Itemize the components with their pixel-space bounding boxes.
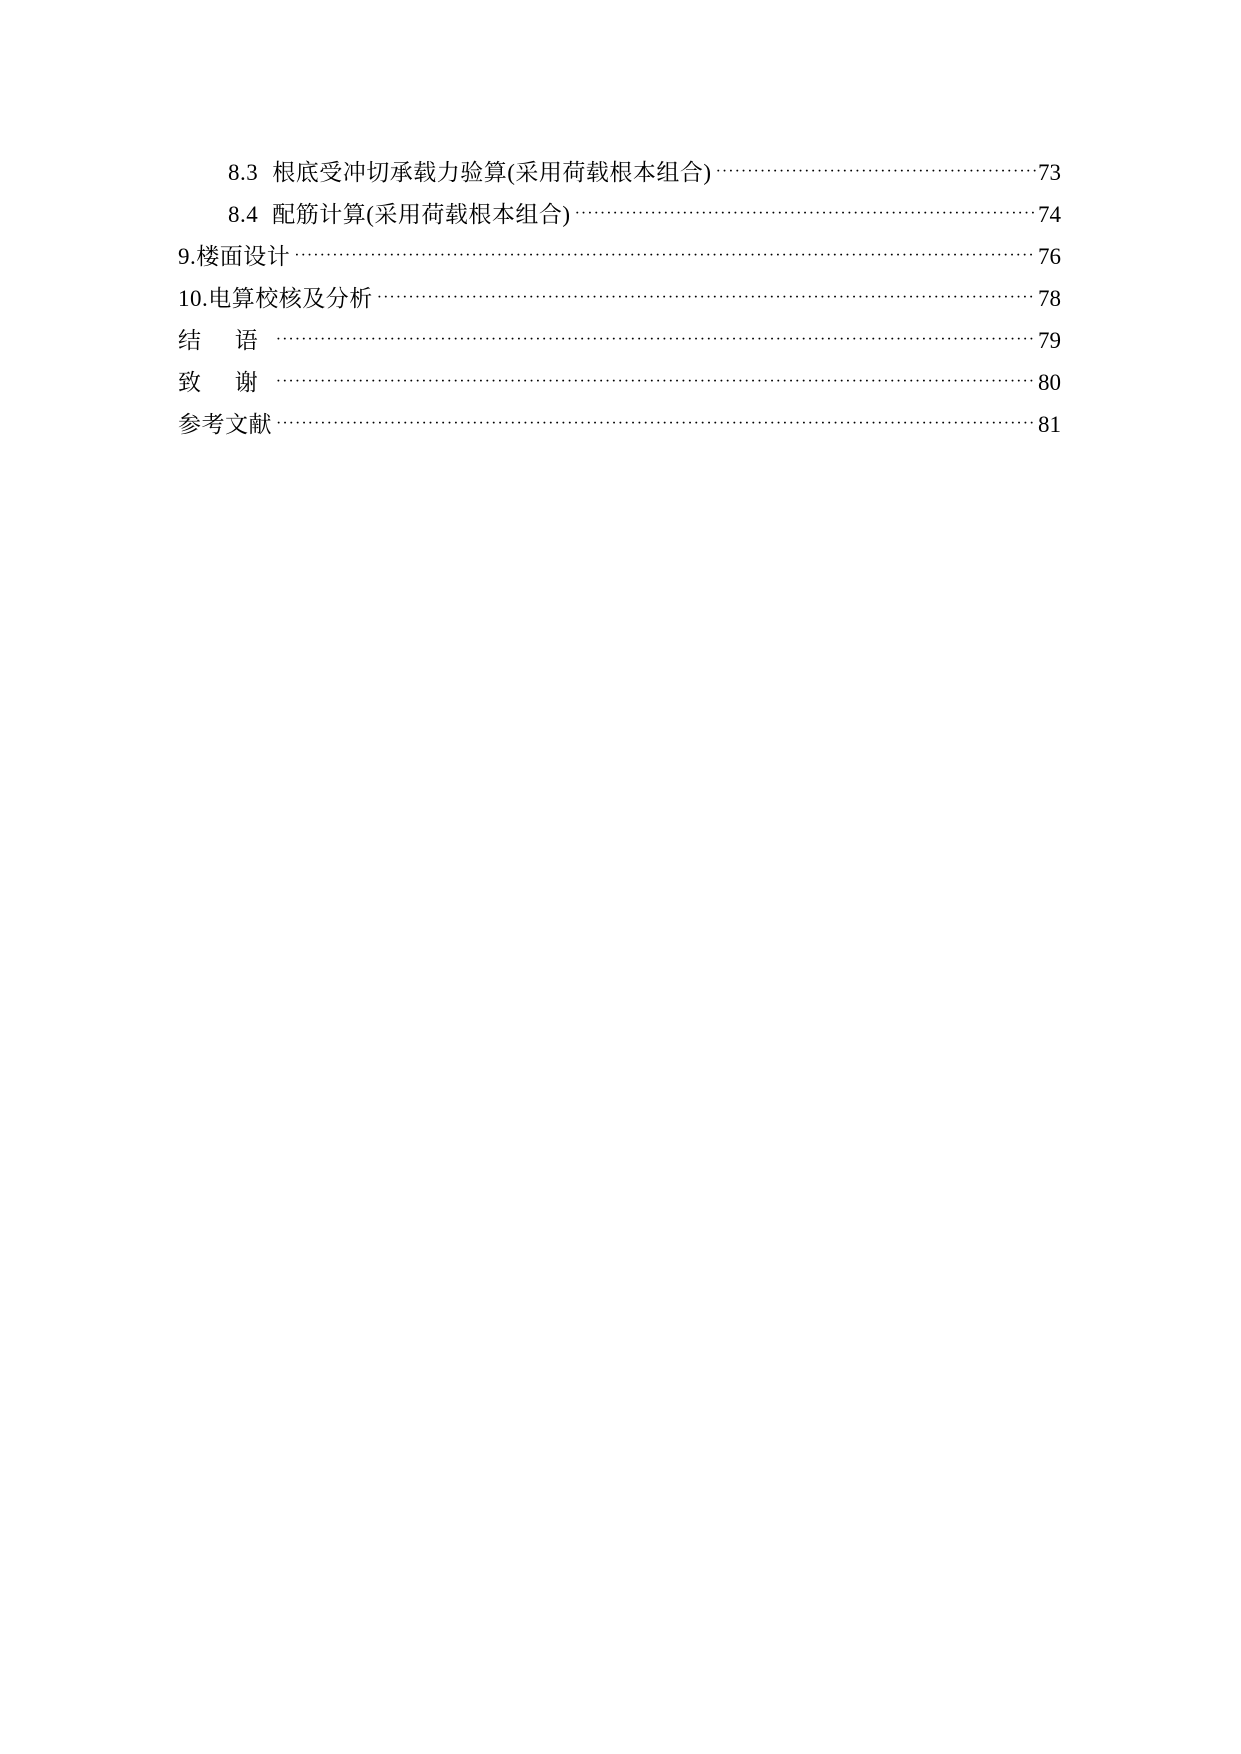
toc-entry-number: 8.3 [228, 160, 259, 185]
toc-entry-title: 致 谢 [178, 370, 272, 395]
toc-page-number: 76 [1038, 244, 1061, 269]
toc-dot-leader [276, 361, 1036, 403]
toc-entry-title: 参考文献 [178, 412, 272, 437]
toc-entry-floor-design[interactable] [178, 236, 1061, 278]
toc-entry-number: 8.4 [228, 202, 259, 227]
toc-dot-leader [276, 403, 1036, 445]
toc-page-number: 73 [1038, 160, 1061, 185]
toc-entry-references[interactable] [178, 404, 1061, 446]
toc-entry-8-3[interactable] [178, 152, 1061, 194]
toc-entry-acknowledgements[interactable] [178, 362, 1061, 404]
toc-dot-leader [294, 235, 1036, 277]
toc-entry-title [228, 194, 571, 236]
toc-entry-conclusion[interactable] [178, 320, 1061, 362]
toc-dot-leader [716, 151, 1036, 193]
toc-entry-title: 结 语 [178, 328, 272, 353]
toc-page-number: 78 [1038, 286, 1061, 311]
toc-entry-text: 根底受冲切承载力验算(采用荷载根本组合) [272, 160, 712, 185]
toc-dot-leader [575, 193, 1036, 235]
toc-entry-title: 10.电算校核及分析 [178, 286, 373, 311]
toc-page-number: 79 [1038, 328, 1061, 353]
toc-entry-title [228, 152, 712, 194]
table-of-contents [178, 152, 1061, 446]
toc-dot-leader [377, 277, 1036, 319]
toc-dot-leader [276, 319, 1036, 361]
toc-entry-text: 配筋计算(采用荷载根本组合) [272, 202, 571, 227]
toc-entry-computer-check[interactable] [178, 278, 1061, 320]
toc-page-number: 74 [1038, 202, 1061, 227]
toc-entry-title: 9.楼面设计 [178, 244, 291, 269]
toc-page-number: 81 [1038, 412, 1061, 437]
toc-page-number: 80 [1038, 370, 1061, 395]
toc-entry-8-4[interactable] [178, 194, 1061, 236]
